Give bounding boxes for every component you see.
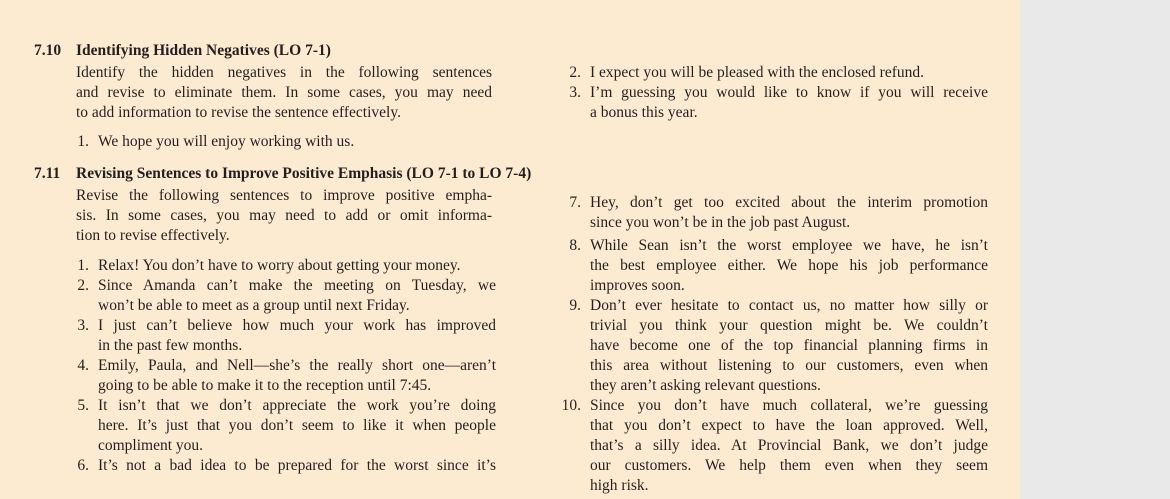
exercise-instructions [76,63,492,123]
item-number: 6. [77,457,89,474]
item-text: won’t be able to meet as a group until next Friday. [98,297,410,314]
exercise-item [76,456,496,476]
exercise-heading [34,40,331,61]
instruction-line: Identify the hidden negatives in the following sentences [76,64,492,81]
item-number: 8. [569,237,581,254]
instruction-line: Revise the following sentences to improve positive empha- [76,187,492,204]
item-text: the best employee either. We hope his job performance [590,257,988,274]
exercise-item [76,132,496,152]
exercise-item [76,396,496,456]
item-number: 1. [77,133,89,150]
item-text: they aren’t asking relevant questions. [590,377,821,394]
item-text: that’s a silly idea. At Provincial Bank, we don’t judge [590,437,988,454]
item-number: 5. [77,397,89,414]
exercise-item [76,256,496,276]
item-text: While Sean isn’t the worst employee we have, he isn’t [590,237,988,254]
instruction-line: and revise to eliminate them. In some cases, you may need [76,84,492,101]
item-text: Since you don’t have much collateral, we’re guessing [590,397,988,414]
item-text: here. It’s just that you don’t seem to like it when people [98,417,496,434]
item-text: high risk. [590,477,649,494]
item-text: in the past few months. [98,337,243,354]
instruction-line: tion to revise effectively. [76,227,230,244]
exercise-item [568,296,988,396]
exercise-item [561,396,988,496]
item-text: improves soon. [590,277,685,294]
exercise-number: 7.10 [34,42,62,59]
item-text: that you don’t expect to have the loan approved. Well, [590,417,988,434]
exercise-number: 7.11 [34,165,61,182]
exercise-title: Revising Sentences to Improve Positive Emphasis (LO 7-1 to LO 7-4) [76,165,532,182]
item-number: 1. [77,257,89,274]
item-text: this area without listening to our customers, even when [590,357,988,374]
exercise-item [568,83,988,123]
exercise-title: Identifying Hidden Negatives (LO 7-1) [76,42,331,59]
item-text: Don’t ever hesitate to contact us, no matter how silly or [590,297,988,314]
item-number: 3. [77,317,89,334]
item-text: Emily, Paula, and Nell—she’s the really short one—aren’t [98,357,496,374]
item-text: our customers. We help them even when they seem [590,457,988,474]
item-text: since you won’t be in the job past August. [590,214,851,231]
item-number: 3. [569,84,581,101]
item-text: Since Amanda can’t make the meeting on Tuesday, we [98,277,496,294]
exercise-item [568,236,988,296]
exercise-instructions [76,186,492,246]
item-text: I’m guessing you would like to know if you will receive [590,84,988,101]
item-text: Relax! You don’t have to worry about getting your money. [98,257,461,274]
exercise-item [568,193,988,233]
instruction-line: to add information to revise the sentence effectively. [76,104,401,121]
instruction-line: sis. In some cases, you may need to add or omit informa- [76,207,492,224]
item-number: 2. [569,64,581,81]
item-text: a bonus this year. [590,104,698,121]
exercise-item [76,276,496,316]
page-margin [1020,0,1170,499]
item-text: It’s not a bad idea to be prepared for the worst since it’s [98,457,496,474]
exercise-heading [34,163,531,184]
item-number: 7. [569,194,581,211]
item-number: 2. [77,277,89,294]
item-number: 4. [77,357,89,374]
item-text: compliment you. [98,437,204,454]
exercise-item [568,63,988,83]
item-text: I just can’t believe how much your work has improved [98,317,496,334]
item-text: have become one of the top financial planning firms in [590,337,988,354]
item-text: It isn’t that we don’t appreciate the work you’re doing [98,397,496,414]
item-text: going to be able to make it to the reception until 7:45. [98,377,432,394]
item-text: We hope you will enjoy working with us. [98,133,355,150]
item-number: 10. [561,397,581,414]
item-text: I expect you will be pleased with the enclosed refund. [590,64,924,81]
exercise-item [76,316,496,356]
item-text: trivial you think your question might be. We couldn’t [590,317,988,334]
item-number: 9. [569,297,581,314]
item-text: Hey, don’t get too excited about the interim promotion [590,194,988,211]
exercise-item [76,356,496,396]
